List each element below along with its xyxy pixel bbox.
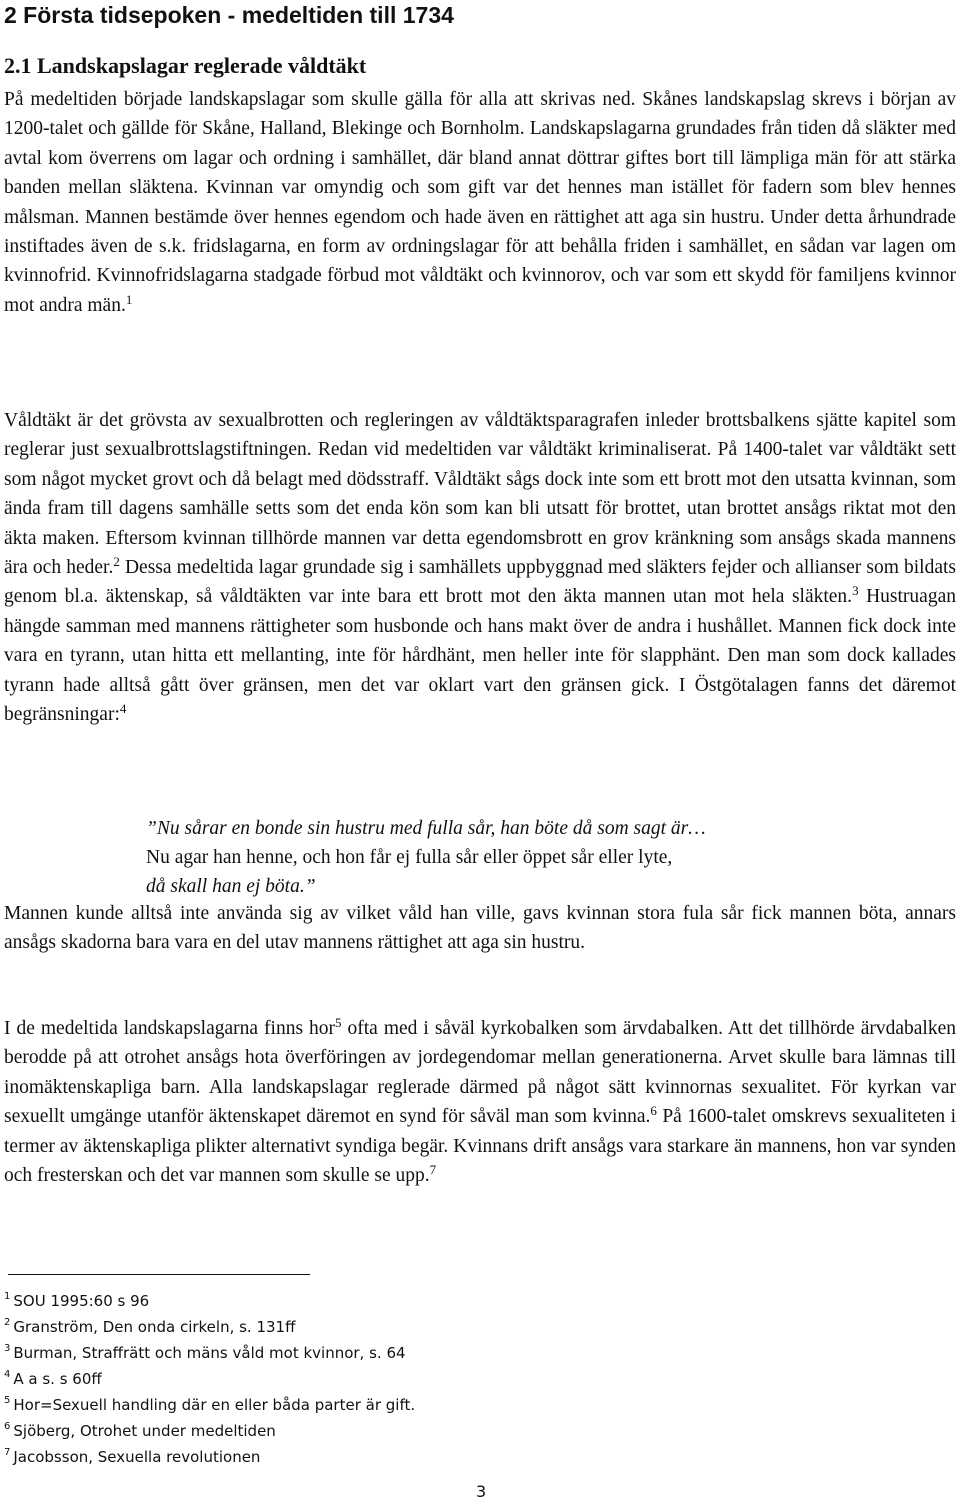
quote-line: Nu agar han henne, och hon får ej fulla sår eller öppet sår eller lyte,: [146, 847, 673, 868]
footnote-number: 1: [4, 1291, 11, 1302]
footnote: [4, 1370, 102, 1388]
section-heading: 2.1 Landskapslagar reglerade våldtäkt: [4, 53, 367, 78]
paragraph-text: Mannen kunde alltså inte använda sig av vilket våld han ville, gavs kvinnan stora fula sår fick mannen böta, annars ansågs skadorna bara vara en del utav mannens rättighet att aga sin hustru.: [4, 903, 956, 954]
footnote-ref[interactable]: 2: [113, 554, 120, 570]
paragraph-landskapslagar: [4, 85, 956, 320]
footnote-text: SOU 1995:60 s 96: [13, 1292, 150, 1310]
footnote-number: 6: [4, 1421, 11, 1432]
paragraph-text: På medeltiden började landskapslagar som skulle gälla för alla att skrivas ned. Skånes landskapslag skrevs i början av 1200-talet och gällde för Skåne, Halland, Blekinge och Bornholm. Landskapslagarna grundades från tiden då släkter med avtal kom överrens om lagar och ordning i samhället, där bland annat döttrar giftes bort till lämpliga män för att stärka banden mellan släktena. Kvinnan var omyndig och som gift var det hennes man istället för fadern som blev hennes målsman. Mannen bestämde över hennes egendom och hade även en rättighet att aga sin hustru. Under detta århundrade instiftades även de s.k. fridslagarna, en form av ordningslagar för att behålla friden i samhället, en sådan var lagen om kvinnofrid. Kvinnofridslagarna stadgade förbud mot våldtäkt och kvinnorov, och var som ett skydd för familjens kvinnor mot andra män.: [4, 89, 956, 316]
footnote: [4, 1396, 415, 1414]
paragraph-text: I de medeltida landskapslagarna finns hor: [4, 1018, 336, 1039]
footnote: [4, 1422, 276, 1440]
footnote: [4, 1292, 149, 1310]
quote-line: ”Nu sårar en bonde sin hustru med fulla sår, han böte då som sagt är…: [146, 818, 706, 839]
footnote-separator: [8, 1274, 310, 1275]
footnote-text: Granström, Den onda cirkeln, s. 131ff: [13, 1318, 296, 1336]
paragraph-text: Hustruagan hängde samman med mannens rättigheter som husbonde och hans makt över de andra i hushållet. Mannen fick dock inte vara en tyrann, utan hitta ett mellanting, inte för hårdhänt, men heller inte för slapphänt. Den man som dock kallades tyrann hade alltså gått över gränsen, men det var oklart vart den gränsen gick. I Östgötalagen fanns det däremot begränsningar:: [4, 586, 956, 726]
paragraph-vald: [4, 899, 956, 958]
footnote-ref[interactable]: 7: [429, 1162, 437, 1178]
footnote-number: 2: [4, 1317, 11, 1328]
paragraph-text: Dessa medeltida lagar grundade sig i samhällets uppbyggnad med släkters fejder och allianser som bildats genom bl.a. äktenskap, så våldtäkten var inte bara ett brott mot den äkta mannen utan mot hela släkten.: [4, 557, 956, 608]
footnote-text: Burman, Straffrätt och mäns våld mot kvinnor, s. 64: [13, 1344, 406, 1362]
footnote-ref[interactable]: 6: [650, 1103, 657, 1119]
footnote-text: Sjöberg, Otrohet under medeltiden: [13, 1422, 276, 1440]
footnote-text: Jacobsson, Sexuella revolutionen: [13, 1448, 261, 1466]
footnote-ref[interactable]: 5: [335, 1015, 342, 1030]
footnote-number: 3: [4, 1343, 11, 1354]
paragraph-text: Våldtäkt är det grövsta av sexualbrotten och regleringen av våldtäktsparagrafen inleder brottsbalkens sjätte kapitel som reglerar just sexualbrottslagstiftningen. Redan vid medeltiden var våldtäkt kriminaliserat. På 1400-talet var våldtäkt sett som något mycket grovt och då belagt med dödsstraff. Våldtäkt sågs dock inte som ett brott mot den utsatta kvinnan, som ända fram till dagens samhälle setts som det enda kön som kan bli utsatt för brottet, utan brottet ansågs riktat mot den äkta maken. Eftersom kvinnan tillhörde mannen var detta egendomsbrott en grov kränkning som ansågs skada mannens ära och heder.: [4, 410, 956, 579]
footnote-number: 5: [4, 1395, 11, 1406]
footnote-text: Hor=Sexuell handling där en eller båda parter är gift.: [13, 1396, 416, 1414]
footnote: [4, 1448, 260, 1466]
footnote-ref[interactable]: 3: [852, 583, 859, 599]
footnote-ref[interactable]: 4: [119, 701, 127, 717]
footnote-text: A a s. s 60ff: [13, 1370, 102, 1388]
footnote: [4, 1344, 406, 1362]
paragraph-text: På 1600-talet omskrevs sexualiteten i termer av äktenskapliga plikter alternativt syndiga begär. Kvinnans drift ansågs vara starkare än mannens, hon var synden och fresterskan och det var mannen som skulle se upp.: [4, 1106, 956, 1187]
footnote-number: 7: [4, 1447, 11, 1458]
footnote: [4, 1318, 295, 1336]
paragraph-hor: [4, 1014, 956, 1190]
footnote-ref[interactable]: 1: [125, 291, 133, 307]
page-number: 3: [476, 1482, 487, 1501]
paragraph-valdtakt: [4, 406, 956, 729]
block-quote: [146, 814, 706, 901]
footnote-number: 4: [4, 1369, 11, 1380]
chapter-heading: 2 Första tidsepoken - medeltiden till 1734: [4, 2, 454, 28]
quote-line: då skall han ej böta.”: [146, 876, 316, 897]
paragraph-text: ofta med i såväl kyrkobalken som ärvdabalken. Att det tillhörde ärvdabalken berodde på att otrohet ansågs hota överföringen av jordegendomar mellan generationerna. Arvet skulle bara lämnas till inomäktenskapliga barn. Alla landskapslagar reglerade därmed på något sätt kvinnornas sexualitet. För kyrkan var sexuellt umgänge utanför äktenskapet däremot en synd för såväl man som kvinna.: [4, 1018, 956, 1128]
